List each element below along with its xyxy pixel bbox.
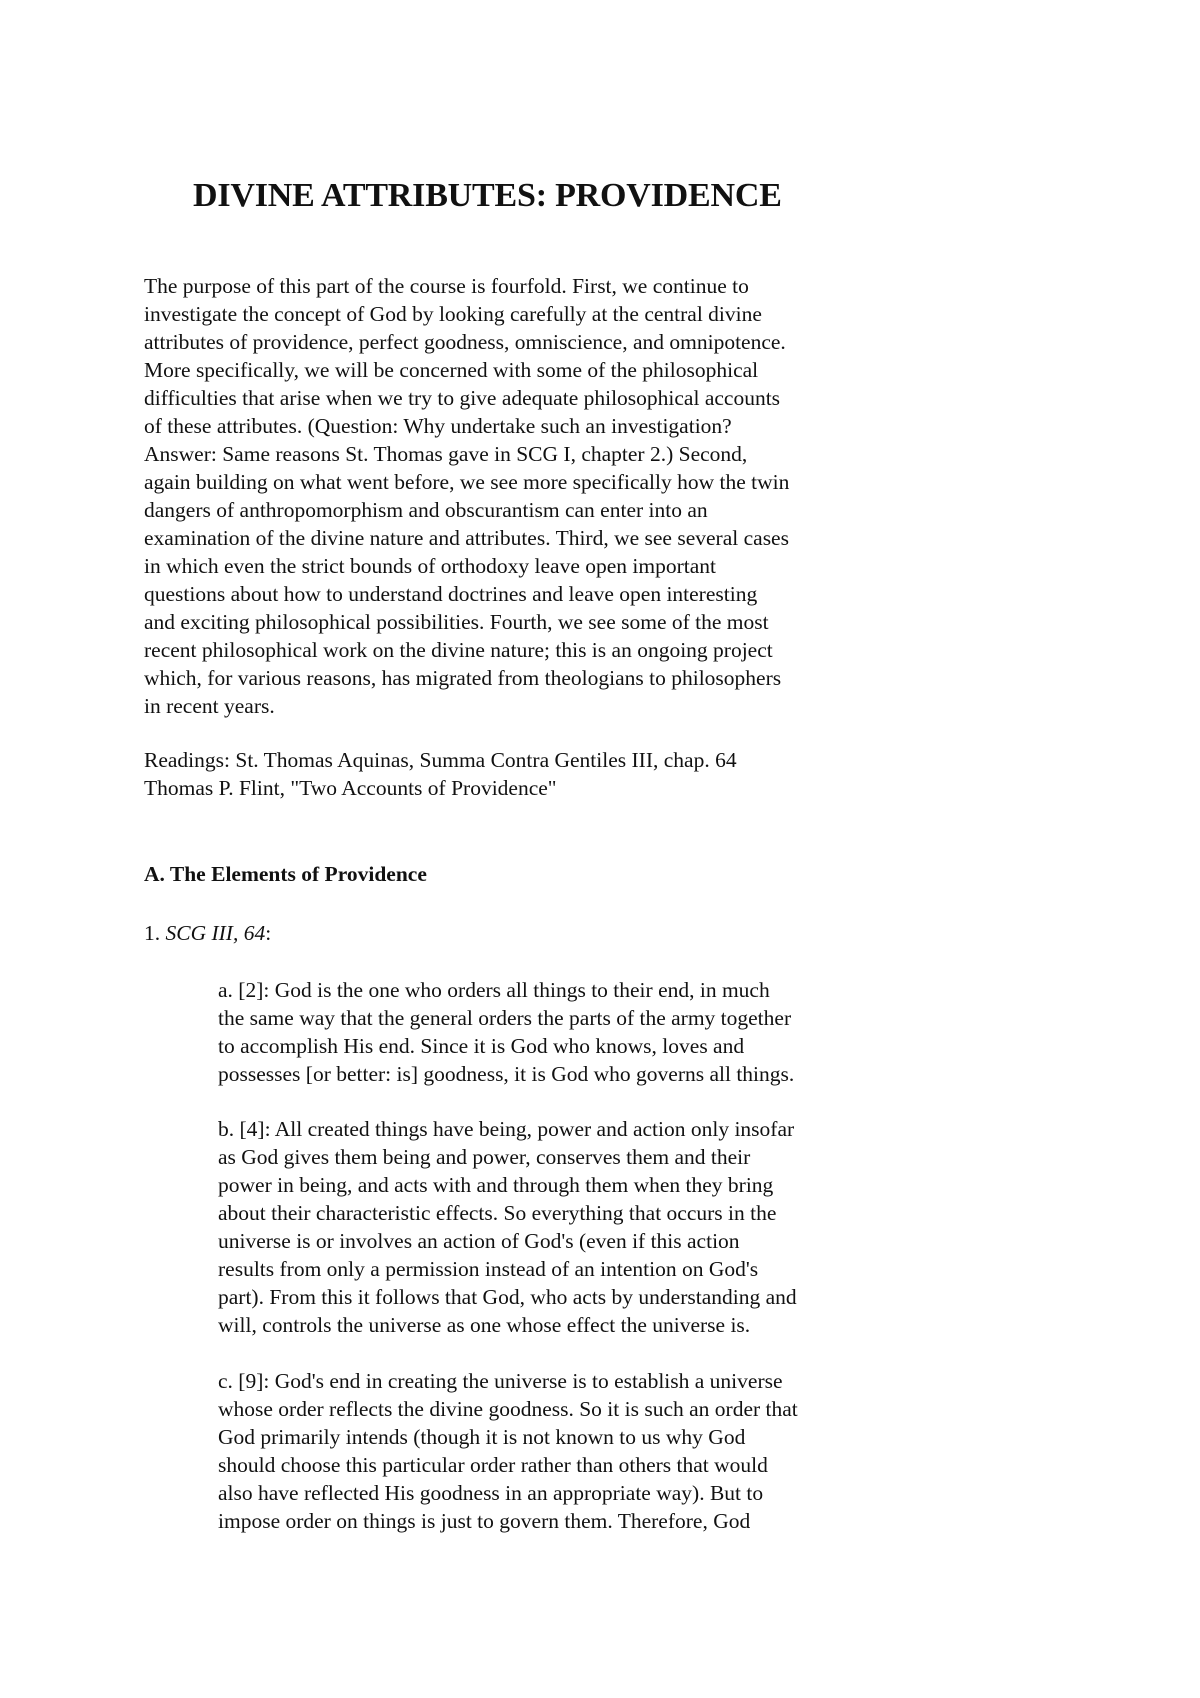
item-b-line: b. [4]: All created things have being, power and action only insofar	[218, 1117, 795, 1141]
item-b-line: results from only a permission instead of an intention on God's	[218, 1257, 759, 1281]
subsection-number: 1.	[144, 921, 166, 945]
intro-line: which, for various reasons, has migrated from theologians to philosophers	[144, 666, 782, 690]
intro-line: The purpose of this part of the course is fourfold. First, we continue to	[144, 274, 749, 298]
subsection-heading	[144, 919, 271, 947]
readings-line: Readings: St. Thomas Aquinas, Summa Contra Gentiles III, chap. 64	[144, 748, 737, 772]
readings-line: Thomas P. Flint, "Two Accounts of Providence"	[144, 776, 557, 800]
intro-line: More specifically, we will be concerned with some of the philosophical	[144, 358, 759, 382]
item-a-line: to accomplish His end. Since it is God who knows, loves and	[218, 1034, 745, 1058]
item-c-line: c. [9]: God's end in creating the universe is to establish a universe	[218, 1369, 783, 1393]
intro-line: of these attributes. (Question: Why undertake such an investigation?	[144, 414, 732, 438]
item-c-line: whose order reflects the divine goodness. So it is such an order that	[218, 1397, 798, 1421]
item-b-line: about their characteristic effects. So everything that occurs in the	[218, 1201, 777, 1225]
section-heading: A. The Elements of Providence	[144, 862, 427, 886]
list-item-c	[218, 1367, 898, 1535]
item-c-line: God primarily intends (though it is not known to us why God	[218, 1425, 746, 1449]
item-c-line: should choose this particular order rather than others that would	[218, 1453, 768, 1477]
item-c-line: also have reflected His goodness in an appropriate way). But to	[218, 1481, 764, 1505]
intro-line: Answer: Same reasons St. Thomas gave in SCG I, chapter 2.) Second,	[144, 442, 748, 466]
subsection-suffix: :	[265, 921, 272, 945]
intro-line: dangers of anthropomorphism and obscurantism can enter into an	[144, 498, 708, 522]
intro-line: and exciting philosophical possibilities. Fourth, we see some of the most	[144, 610, 769, 634]
item-b-line: universe is or involves an action of God's (even if this action	[218, 1229, 740, 1253]
readings-paragraph	[144, 746, 884, 802]
list-item-a	[218, 976, 898, 1088]
item-b-line: power in being, and acts with and through them when they bring	[218, 1173, 774, 1197]
intro-line: in which even the strict bounds of orthodoxy leave open important	[144, 554, 717, 578]
page-title: DIVINE ATTRIBUTES: PROVIDENCE	[193, 177, 782, 214]
item-a-line: a. [2]: God is the one who orders all things to their end, in much	[218, 978, 770, 1002]
intro-line: investigate the concept of God by looking carefully at the central divine	[144, 302, 762, 326]
intro-line: examination of the divine nature and attributes. Third, we see several cases	[144, 526, 789, 550]
intro-paragraph	[144, 272, 884, 720]
subsection-citation: SCG III, 64	[165, 921, 266, 945]
item-b-line: as God gives them being and power, conserves them and their	[218, 1145, 751, 1169]
intro-line: in recent years.	[144, 694, 275, 718]
item-b-line: will, controls the universe as one whose effect the universe is.	[218, 1313, 751, 1337]
intro-line: recent philosophical work on the divine nature; this is an ongoing project	[144, 638, 773, 662]
intro-line: difficulties that arise when we try to give adequate philosophical accounts	[144, 386, 781, 410]
item-b-line: part). From this it follows that God, who acts by understanding and	[218, 1285, 797, 1309]
item-a-line: the same way that the general orders the parts of the army together	[218, 1006, 792, 1030]
intro-line: again building on what went before, we see more specifically how the twin	[144, 470, 790, 494]
intro-line: questions about how to understand doctrines and leave open interesting	[144, 582, 758, 606]
intro-line: attributes of providence, perfect goodness, omniscience, and omnipotence.	[144, 330, 786, 354]
item-c-line: impose order on things is just to govern them. Therefore, God	[218, 1509, 751, 1533]
list-item-b	[218, 1115, 898, 1339]
item-a-line: possesses [or better: is] goodness, it is God who governs all things.	[218, 1062, 795, 1086]
